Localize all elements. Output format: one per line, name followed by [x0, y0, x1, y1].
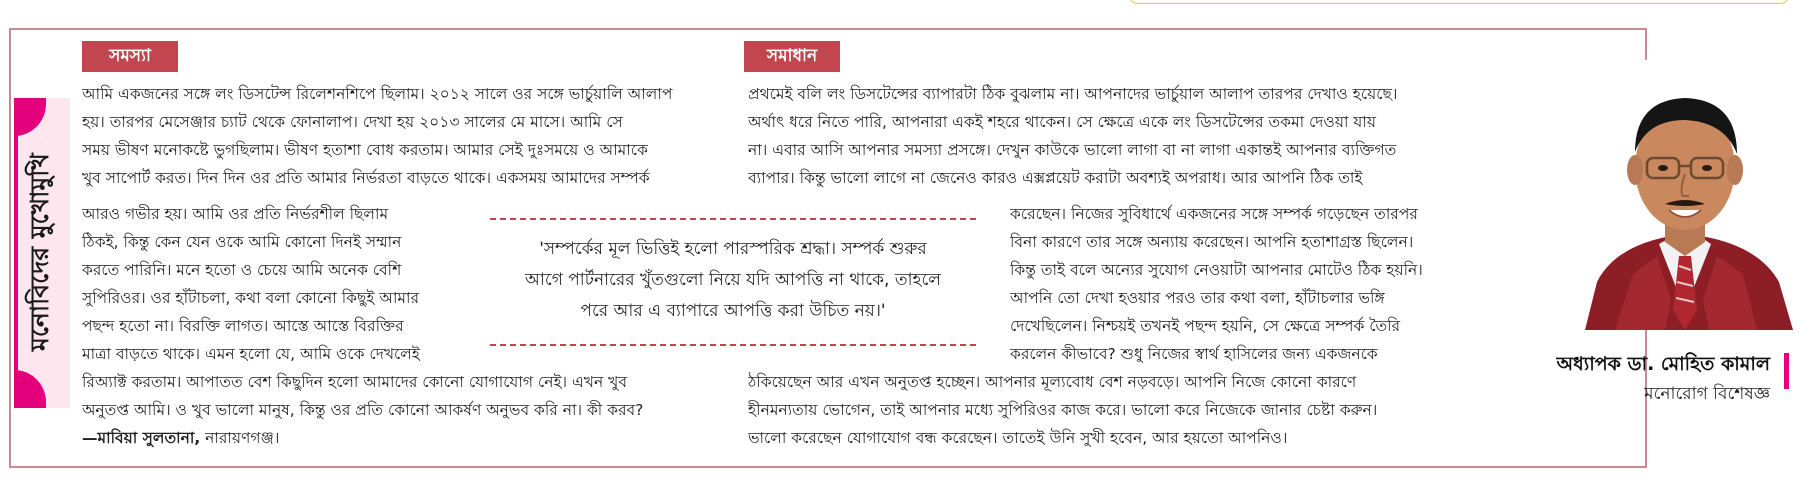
expert-role: মনোরোগ বিশেষজ্ঞ — [1644, 384, 1770, 404]
signature-line — [82, 424, 716, 452]
quote-line: 'সম্পর্কের মূল ভিত্তিই হলো পারস্পরিক শ্রদ্ধা। সম্পর্ক শুরুর — [539, 239, 927, 259]
text-line: খুব সাপোর্ট করত। দিন দিন ওর প্রতি আমার নির্ভরতা বাড়তে থাকে। একসময় আমাদের সম্পর্ক — [82, 169, 650, 187]
text-line: দেখেছিলেন। নিশ্চয়ই তখনই পছন্দ হয়নি, সে ক্ষেত্রে সম্পর্ক তৈরি — [1010, 317, 1401, 335]
solution-text-bottom — [748, 368, 1492, 452]
letter-signature-place: নারায়ণগঞ্জ। — [200, 429, 280, 447]
text-line: অনুতপ্ত আমি। ও খুব ভালো মানুষ, কিন্তু ওর প্রতি কোনো আকর্ষণ অনুভব করি না। কী করব? — [82, 401, 644, 419]
text-line: অর্থাৎ ধরে নিতে পারি, আপনারা একই শহরে থাকেন। সে ক্ষেত্রে একে লং ডিসটেন্সের তকমা দেওয়া যায় — [748, 113, 1376, 131]
text-line: আমি একজনের সঙ্গে লং ডিসটেন্স রিলেশনশিপে ছিলাম। ২০১২ সালে ওর সঙ্গে ভার্চুয়ালি আলাপ — [82, 85, 673, 103]
text-line: করতে পারিনি। মনে হতো ও চেয়ে আমি অনেক বেশি — [82, 261, 402, 279]
text-line: সময় ভীষণ মনোকষ্টে ভুগছিলাম। ভীষণ হতাশা বোধ করতাম। আমার সেই দুঃসময়ে ও আমাকে — [82, 141, 648, 159]
text-line: করেছেন। নিজের সুবিধার্থে একজনের সঙ্গে সম্পর্ক গড়েছেন তারপর — [1010, 205, 1418, 223]
text-line: করলেন কীভাবে? শুধু নিজের স্বার্থ হাসিলের জন্য একজনকে — [1010, 345, 1378, 363]
text-line: আপনি তো দেখা হওয়ার পরও তার কথা বলা, হাঁটাচলার ভঙ্গি — [1010, 289, 1385, 307]
problem-heading: সমস্যা — [82, 41, 178, 72]
text-line: ভালো করেছেন যোগাযোগ বন্ধ করেছেন। তাতেই উনি সুখী হবেন, আর হয়তো আপনিও। — [748, 429, 1288, 447]
solution-heading: সমাধান — [744, 41, 840, 72]
solution-text-middle — [1010, 200, 1492, 368]
letter-signature-name: —মাবিয়া সুলতানা, — [82, 429, 201, 447]
problem-text-bottom — [82, 368, 716, 452]
text-line: আরও গভীর হয়। আমি ওর প্রতি নির্ভরশীল ছিলাম — [82, 205, 389, 223]
problem-text-top — [82, 80, 716, 192]
problem-text-middle — [82, 200, 454, 368]
text-line: ঠকিয়েছেন আর এখন অনুতপ্ত হচ্ছেন। আপনার মূল্যবোধ বেশ নড়বড়ে। আপনি নিজে কোনো কারণে — [748, 373, 1357, 391]
text-line: মাত্রা বাড়তে থাকে। এমন হলো যে, আমি ওকে দেখলেই — [82, 345, 420, 363]
column-title: মনোবিদের মুখোমুখি — [25, 153, 54, 351]
expert-photo — [1575, 60, 1797, 330]
quote-line: পরে আর এ ব্যাপারে আপত্তি করা উচিত নয়।' — [580, 301, 886, 321]
text-line: সুপিরিওর। ওর হাঁটাচলা, কথা বলা কোনো কিছুই আমার — [82, 289, 420, 307]
text-line: রিঅ্যাক্ট করতাম। আপাতত বেশ কিছুদিন হলো আমাদের কোনো যোগাযোগ নেই। এখন খুব — [82, 373, 627, 391]
text-line: হীনমন্যতায় ভোগেন, তাই আপনার মধ্যে সুপিরিওর কাজ করে। ভালো করে নিজেকে জানার চেষ্টা করুন। — [748, 401, 1378, 419]
top-decorative-pill — [1128, 0, 1790, 4]
text-line: ব্যাপার। কিন্তু ভালো লাগে না জেনেও কারও এক্সপ্লয়েট করাটা অবশ্যই অপরাধ। আর আপনি ঠিক তাই — [748, 169, 1363, 187]
pull-quote — [490, 218, 976, 346]
text-line: না। এবার আসি আপনার সমস্যা প্রসঙ্গে। দেখুন কাউকে ভালো লাগা বা না লাগা একান্তই আপনার ব্যক্তিগত — [748, 141, 1397, 159]
text-line: বিনা কারণে তার সঙ্গে অন্যায় করেছেন। আপনি হতাশাগ্রস্ত ছিলেন। — [1010, 233, 1414, 251]
solution-text-top — [748, 80, 1492, 192]
quote-line: আগে পার্টনারের খুঁতগুলো নিয়ে যদি আপত্তি না থাকে, তাহলে — [525, 270, 941, 290]
text-line: প্রথমেই বলি লং ডিসটেন্সের ব্যাপারটা ঠিক বুঝলাম না। আপনাদের ভার্চুয়াল আলাপ তারপর দেখাও হয়েছে। — [748, 85, 1398, 103]
accent-bar — [1784, 353, 1789, 389]
text-line: হয়। তারপর মেসেঞ্জার চ্যাট থেকে ফোনালাপ। দেখা হয় ২০১৩ সালের মে মাসে। আমি সে — [82, 113, 623, 131]
text-line: ঠিকই, কিন্তু কেন যেন ওকে আমি কোনো দিনই সম্মান — [82, 233, 402, 251]
text-line: কিন্তু তাই বলে অন্যের সুযোগ নেওয়াটা আপনার মোটেও ঠিক হয়নি। — [1010, 261, 1423, 279]
text-line: পছন্দ হতো না। বিরক্তি লাগত। আস্তে আস্তে বিরক্তির — [82, 317, 404, 335]
expert-name: অধ্যাপক ডা. মোহিত কামাল — [1556, 353, 1770, 375]
